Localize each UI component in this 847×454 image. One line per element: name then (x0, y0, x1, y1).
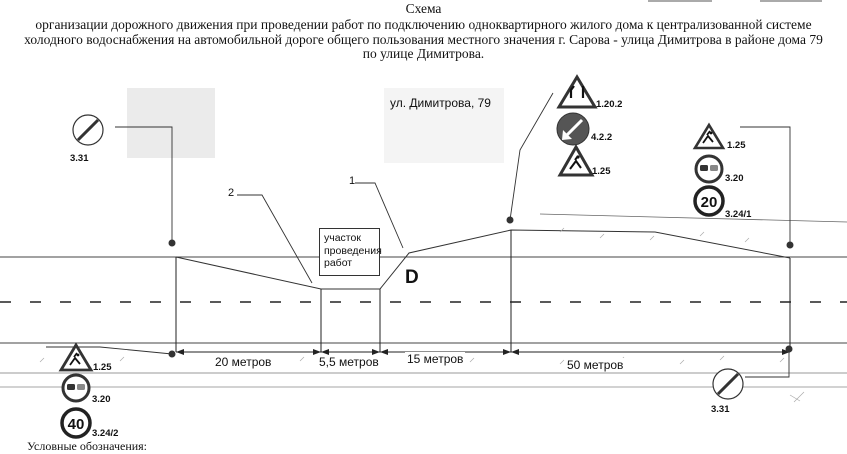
roadwork-sign-icon (560, 147, 592, 175)
dimension-label: 5,5 метров (319, 355, 379, 369)
end-of-restrictions-sign-icon (73, 115, 103, 145)
callout-number-2: 2 (228, 187, 235, 199)
sign-code: 4.2.2 (591, 132, 613, 143)
sign-code: 1.25 (727, 140, 746, 151)
diagram-subtitle-line-3: по улице Димитрова. (362, 46, 485, 61)
sign-code: 1.25 (93, 362, 112, 373)
no-overtaking-sign-icon (63, 375, 89, 401)
dimension-label: 50 метров (567, 358, 624, 372)
sign-code: 3.31 (70, 153, 89, 164)
detour-left-sign-icon (557, 113, 589, 145)
diagram-subtitle-line-1: организации дорожного движения при проведении работ по подключению одноквартирного жилого дома к централизованной системе (35, 17, 812, 32)
diagram-title: Схема (405, 1, 442, 16)
sign-code: 1.25 (592, 166, 611, 177)
diagram-subtitle-line-2: холодного водоснабжения на автомобильной дороге общего пользования местного значения г. Сарова - улица Димитрова в районе дома 79 (24, 32, 823, 47)
dimension-label: 15 метров (407, 352, 464, 366)
work-area-label-line: проведения (324, 244, 382, 257)
roadwork-sign-icon (695, 125, 723, 148)
dimension-label: 20 метров (215, 355, 272, 369)
work-area-label-line: работ (324, 257, 353, 269)
sign-code: 3.20 (92, 394, 111, 405)
legend-heading: Условные обозначения: (27, 439, 148, 453)
sign-code: 3.31 (711, 404, 730, 415)
pit-symbol: D (405, 267, 419, 288)
speed-limit-sign-icon (62, 409, 90, 437)
work-zone-taper (176, 230, 790, 289)
work-area-box (319, 228, 380, 276)
speed-limit-value: 40 (67, 416, 85, 433)
roadwork-sign-icon (61, 345, 91, 370)
end-of-restrictions-sign-icon (713, 369, 743, 399)
callout-number-1: 1 (349, 175, 356, 187)
callout-leader-2 (237, 195, 312, 283)
work-area-label-line: участок (324, 232, 361, 244)
no-overtaking-sign-icon (696, 156, 722, 182)
road-narrowing-sign-icon (559, 77, 595, 107)
sign-code: 3.20 (725, 173, 744, 184)
sign-code: 1.20.2 (596, 99, 623, 110)
sign-code: 3.24/2 (92, 428, 119, 439)
sign-code: 3.24/1 (725, 209, 752, 220)
speed-limit-sign-icon (695, 187, 723, 215)
street-label: ул. Димитрова, 79 (390, 96, 491, 110)
speed-limit-value: 20 (700, 194, 718, 211)
